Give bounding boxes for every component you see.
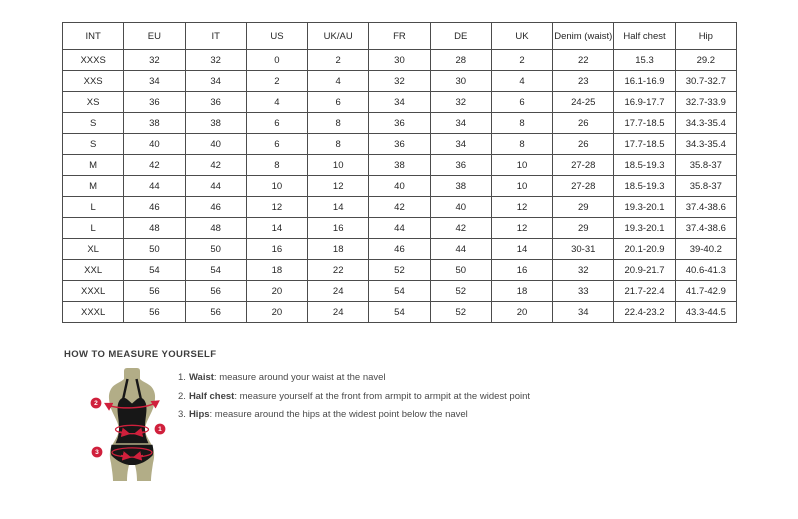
size-chart-table (62, 22, 737, 323)
table-cell: 12 (491, 197, 552, 218)
instruction-number: 1. (178, 372, 186, 383)
table-cell: 12 (246, 197, 307, 218)
measurement-figure-illustration (84, 366, 180, 492)
table-cell: 56 (185, 281, 246, 302)
table-cell: 44 (124, 176, 185, 197)
table-cell: 8 (246, 155, 307, 176)
table-cell: 36 (369, 113, 430, 134)
table-cell: 20.1-20.9 (614, 239, 675, 260)
instruction-half-chest (178, 391, 658, 402)
column-header: IT (185, 23, 246, 50)
table-cell: 50 (124, 239, 185, 260)
table-cell: 34.3-35.4 (675, 134, 736, 155)
column-header: UK/AU (308, 23, 369, 50)
table-cell: 34 (185, 71, 246, 92)
table-cell: 33 (553, 281, 614, 302)
table-cell: 52 (369, 260, 430, 281)
table-cell: 56 (185, 302, 246, 323)
table-cell: 54 (369, 281, 430, 302)
table-cell: 20.9-21.7 (614, 260, 675, 281)
table-cell: 22 (553, 50, 614, 71)
table-cell: 50 (430, 260, 491, 281)
table-cell: 35.8-37 (675, 155, 736, 176)
table-cell: 34 (553, 302, 614, 323)
table-row (63, 155, 737, 176)
table-cell: XXS (63, 71, 124, 92)
table-cell: 38 (124, 113, 185, 134)
table-cell: 22 (308, 260, 369, 281)
table-cell: 4 (246, 92, 307, 113)
table-cell: 36 (124, 92, 185, 113)
table-cell: 20 (246, 302, 307, 323)
table-cell: 32 (124, 50, 185, 71)
column-header: FR (369, 23, 430, 50)
column-header: Denim (waist) (553, 23, 614, 50)
table-cell: 20 (246, 281, 307, 302)
table-cell: 8 (308, 113, 369, 134)
table-cell: 36 (185, 92, 246, 113)
instruction-text: : measure around the hips at the widest point below the navel (209, 409, 468, 420)
table-cell: 38 (185, 113, 246, 134)
table-cell: 46 (124, 197, 185, 218)
table-cell: 10 (308, 155, 369, 176)
table-cell: 18 (308, 239, 369, 260)
table-row (63, 281, 737, 302)
table-row (63, 113, 737, 134)
table-cell: 19.3-20.1 (614, 197, 675, 218)
table-row (63, 176, 737, 197)
table-row (63, 92, 737, 113)
table-cell: 37.4-38.6 (675, 218, 736, 239)
table-cell: 14 (246, 218, 307, 239)
table-cell: 34 (430, 134, 491, 155)
table-cell: 17.7-18.5 (614, 113, 675, 134)
table-cell: 8 (491, 134, 552, 155)
table-row (63, 260, 737, 281)
header-row (63, 23, 737, 50)
table-cell: 48 (124, 218, 185, 239)
table-cell: 36 (430, 155, 491, 176)
table-cell: 32 (553, 260, 614, 281)
table-cell: 18 (491, 281, 552, 302)
table-cell: 18.5-19.3 (614, 155, 675, 176)
table-cell: XXXS (63, 50, 124, 71)
how-to-measure-heading: HOW TO MEASURE YOURSELF (64, 349, 217, 360)
svg-text:1: 1 (158, 425, 162, 433)
table-cell: 17.7-18.5 (614, 134, 675, 155)
table-cell: 23 (553, 71, 614, 92)
instruction-text: : measure yourself at the front from armpit to armpit at the widest point (234, 390, 531, 402)
table-cell: 10 (491, 155, 552, 176)
table-cell: 40 (369, 176, 430, 197)
table-cell: 35.8-37 (675, 176, 736, 197)
svg-text:3: 3 (95, 448, 99, 456)
table-cell: 4 (308, 71, 369, 92)
table-cell: 30-31 (553, 239, 614, 260)
table-cell: 21.7-22.4 (614, 281, 675, 302)
instruction-text: : measure around your waist at the navel (213, 372, 386, 383)
table-cell: XS (63, 92, 124, 113)
table-cell: 30 (369, 50, 430, 71)
table-cell: 42 (124, 155, 185, 176)
table-row (63, 134, 737, 155)
table-row (63, 50, 737, 71)
column-header: Hip (675, 23, 736, 50)
table-cell: 32 (430, 92, 491, 113)
badge-half-chest (91, 398, 102, 409)
table-cell: 34 (430, 113, 491, 134)
table-cell: 32 (185, 50, 246, 71)
table-cell: 40.6-41.3 (675, 260, 736, 281)
table-cell: 42 (369, 197, 430, 218)
table-row (63, 197, 737, 218)
table-cell: 10 (246, 176, 307, 197)
table-cell: 56 (124, 281, 185, 302)
table-cell: 44 (185, 176, 246, 197)
measure-instructions (178, 372, 658, 428)
instruction-number: 3. (178, 409, 186, 420)
table-cell: 15.3 (614, 50, 675, 71)
table-cell: 54 (124, 260, 185, 281)
table-cell: 26 (553, 113, 614, 134)
table-cell: 0 (246, 50, 307, 71)
instruction-label: Half chest (188, 390, 235, 402)
table-cell: 46 (185, 197, 246, 218)
table-cell: 6 (246, 134, 307, 155)
column-header: US (246, 23, 307, 50)
table-cell: 40 (430, 197, 491, 218)
table-cell: 40 (185, 134, 246, 155)
table-cell: 8 (491, 113, 552, 134)
table-cell: 16.1-16.9 (614, 71, 675, 92)
table-cell: 29 (553, 197, 614, 218)
table-cell: 27-28 (553, 176, 614, 197)
badge-hips (92, 447, 103, 458)
svg-text:2: 2 (94, 399, 98, 407)
table-row (63, 71, 737, 92)
table-cell: 20 (491, 302, 552, 323)
table-cell: 36 (369, 134, 430, 155)
table-cell: 40 (124, 134, 185, 155)
badge-waist (155, 424, 166, 435)
table-cell: XXXL (63, 281, 124, 302)
table-cell: 4 (491, 71, 552, 92)
instruction-hips (178, 409, 658, 420)
table-cell: 12 (308, 176, 369, 197)
table-cell: L (63, 197, 124, 218)
table-cell: 32.7-33.9 (675, 92, 736, 113)
table-cell: 38 (369, 155, 430, 176)
table-cell: 44 (430, 239, 491, 260)
table-cell: 30.7-32.7 (675, 71, 736, 92)
table-cell: 18.5-19.3 (614, 176, 675, 197)
table-cell: 24 (308, 302, 369, 323)
table-cell: 37.4-38.6 (675, 197, 736, 218)
table-cell: XXL (63, 260, 124, 281)
table-cell: 29 (553, 218, 614, 239)
table-cell: 28 (430, 50, 491, 71)
table-cell: 38 (430, 176, 491, 197)
column-header: Half chest (614, 23, 675, 50)
table-row (63, 218, 737, 239)
column-header: EU (124, 23, 185, 50)
table-cell: 24-25 (553, 92, 614, 113)
table-cell: 16 (246, 239, 307, 260)
table-cell: 50 (185, 239, 246, 260)
table-cell: 56 (124, 302, 185, 323)
table-cell: XXXL (63, 302, 124, 323)
table-cell: S (63, 113, 124, 134)
table-cell: 52 (430, 281, 491, 302)
table-cell: 16.9-17.7 (614, 92, 675, 113)
table-cell: 43.3-44.5 (675, 302, 736, 323)
table-cell: 2 (246, 71, 307, 92)
table-cell: 24 (308, 281, 369, 302)
table-cell: 16 (491, 260, 552, 281)
table-cell: 2 (491, 50, 552, 71)
table-cell: 32 (369, 71, 430, 92)
table-cell: 19.3-20.1 (614, 218, 675, 239)
table-cell: 27-28 (553, 155, 614, 176)
table-cell: 48 (185, 218, 246, 239)
table-cell: XL (63, 239, 124, 260)
table-cell: 44 (369, 218, 430, 239)
size-chart-body (63, 50, 737, 323)
table-cell: 10 (491, 176, 552, 197)
table-cell: 42 (185, 155, 246, 176)
table-cell: 34 (124, 71, 185, 92)
table-cell: 54 (369, 302, 430, 323)
table-cell: 26 (553, 134, 614, 155)
table-cell: 14 (308, 197, 369, 218)
size-chart-header (63, 23, 737, 50)
table-cell: S (63, 134, 124, 155)
column-header: UK (491, 23, 552, 50)
instruction-number: 2. (178, 390, 186, 402)
table-row (63, 239, 737, 260)
table-cell: 2 (308, 50, 369, 71)
table-cell: 6 (308, 92, 369, 113)
table-cell: 46 (369, 239, 430, 260)
table-cell: 16 (308, 218, 369, 239)
table-cell: 14 (491, 239, 552, 260)
instruction-label: Hips (188, 409, 210, 420)
size-chart-section (62, 22, 737, 323)
table-cell: 12 (491, 218, 552, 239)
column-header: DE (430, 23, 491, 50)
table-row (63, 302, 737, 323)
table-cell: M (63, 176, 124, 197)
table-cell: 34.3-35.4 (675, 113, 736, 134)
table-cell: L (63, 218, 124, 239)
table-cell: 41.7-42.9 (675, 281, 736, 302)
table-cell: 30 (430, 71, 491, 92)
table-cell: 54 (185, 260, 246, 281)
table-cell: M (63, 155, 124, 176)
table-cell: 52 (430, 302, 491, 323)
instruction-waist (178, 372, 658, 383)
table-cell: 34 (369, 92, 430, 113)
table-cell: 6 (246, 113, 307, 134)
table-cell: 8 (308, 134, 369, 155)
table-cell: 39-40.2 (675, 239, 736, 260)
table-cell: 29.2 (675, 50, 736, 71)
table-cell: 18 (246, 260, 307, 281)
column-header: INT (63, 23, 124, 50)
table-cell: 22.4-23.2 (614, 302, 675, 323)
table-cell: 42 (430, 218, 491, 239)
table-cell: 6 (491, 92, 552, 113)
instruction-label: Waist (188, 372, 214, 383)
